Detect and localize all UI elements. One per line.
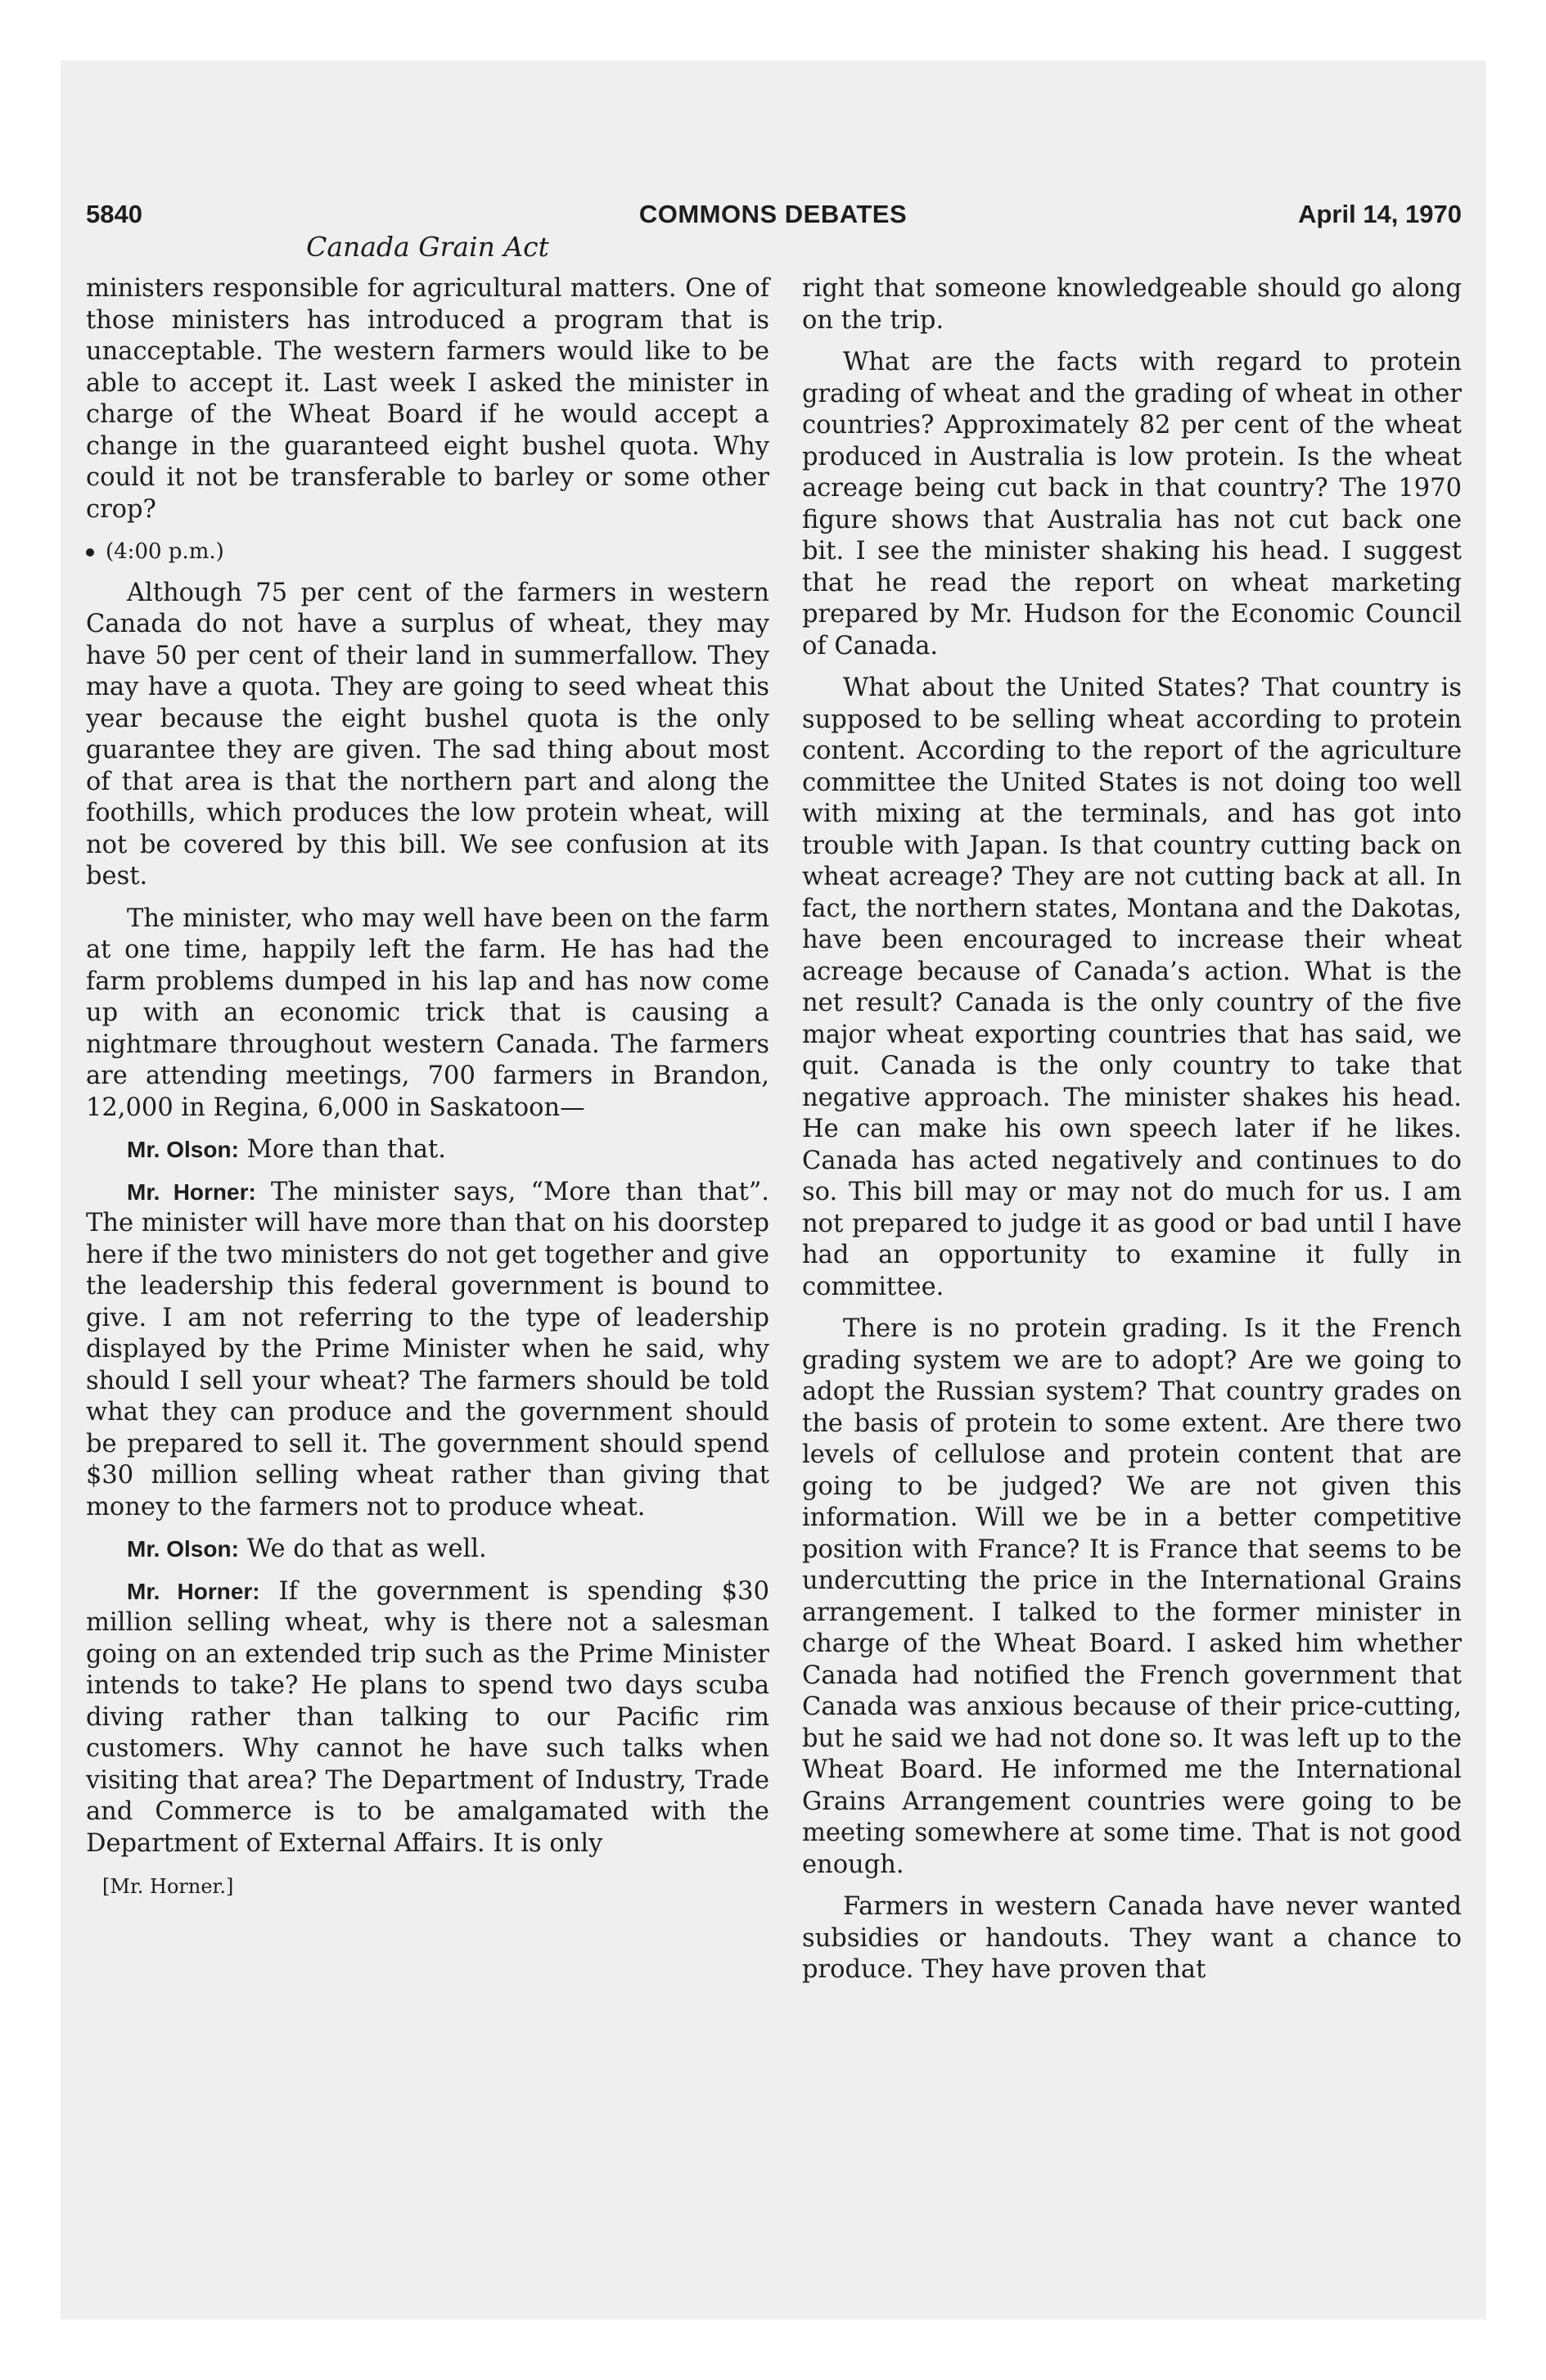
speech-paragraph [86, 1576, 769, 1860]
speech-paragraph [86, 1534, 769, 1566]
bullet-icon [86, 548, 94, 557]
speech-text: We do that as well. [238, 1535, 487, 1563]
body-paragraph: right that someone knowledgeable should go along on the trip. [802, 274, 1462, 335]
speech-text: If the government is spending $30 million selling wheat, why is there not a salesman going on an extended trip such as the Prime Minister intends to take? He plans to spend two days scuba diving rather than talking to our Pacific rim customers. Why cannot he have such talks when visiting that area? The Department of Industry, Trade and Commerce is to be amalgamated with the Department of External Affairs. It is only [86, 1576, 769, 1858]
speaker-name: Mr. Olson: [127, 1137, 239, 1162]
section-title: Canada Grain Act [306, 231, 549, 263]
speech-paragraph [86, 1134, 769, 1166]
page-number: 5840 [86, 200, 142, 228]
speaker-name: Mr. Horner: [127, 1179, 256, 1205]
body-paragraph: The minister, who may well have been on the farm at one time, happily left the farm. He has had the farm problems dumped in his lap and has now come up with an economic trick that is causing a nightmare throughout western Canada. The farmers are attending meetings, 700 farmers in Brandon, 12,000 in Regina, 6,000 in Saskatoon— [86, 904, 769, 1122]
speech-text: The minister says, “More than that”. The minister will have more than that on his doorstep here if the two ministers do not get together and give the leadership this federal government is bound to give. I am not referring to the type of leadership displayed by the Prime Minister when he said, why should I sell your wheat? The farmers should be told what they can produce and the government should be prepared to sell it. The government should spend $30 million selling wheat rather than giving that money to the farmers not to produce wheat. [86, 1177, 770, 1521]
speech-paragraph [86, 1177, 769, 1524]
speech-text: More than that. [238, 1135, 446, 1164]
body-paragraph: What about the United States? That country is supposed to be selling wheat according to protein content. According to the report of the agriculture committee the United States is not doing too well with mixing at the terminals, and has got into trouble with Japan. Is that country cutting back on wheat acreage? They are not cutting back at all. In fact, the northern states, Montana and the Dakotas, have been encouraged to increase their wheat acreage because of Canada’s action. What is the net result? Canada is the only country of the five major wheat exporting countries that has said, we quit. Canada is the only country to take that negative approach. The minister shakes his head. He can make his own speech later if he likes. Canada has acted negatively and continues to do so. This bill may or may not do much for us. I am not prepared to judge it as good or bad until I have had an opportunity to examine it fully in committee. [802, 674, 1462, 1301]
left-column [86, 273, 769, 1903]
right-column [802, 273, 1462, 1997]
speaker-name: Mr. Horner: [127, 1578, 260, 1604]
page-date: April 14, 1970 [1298, 200, 1462, 228]
body-paragraph: Farmers in western Canada have never wanted subsidies or handouts. They want a chance to produce. They have proven that [802, 1892, 1462, 1984]
time-marker [86, 536, 769, 568]
publication-title: COMMONS DEBATES [638, 200, 908, 228]
speaker-name: Mr. Olson: [127, 1536, 239, 1562]
body-paragraph: What are the facts with regard to protein grading of wheat and the grading of wheat in other countries? Approximately 82 per cent of the wheat produced in Australia is low protein. Is the wheat acreage being cut back in that country? The 1970 figure shows that Australia has not cut back one bit. I see the minister shaking his head. I suggest that he read the report on wheat marketing prepared by Mr. Hudson for the Economic Council of Canada. [802, 348, 1462, 660]
body-paragraph: ministers responsible for agricultural matters. One of those ministers has introduced a program that is unacceptable. The western farmers would like to be able to accept it. Last week I asked the minister in charge of the Wheat Board if he would accept a change in the guaranteed eight bushel quota. Why could it not be transferable to barley or some other crop? [86, 274, 769, 524]
body-paragraph: Although 75 per cent of the farmers in western Canada do not have a surplus of wheat, they may have 50 per cent of their land in summerfallow. They may have a quota. They are going to seed wheat this year because the eight bushel quota is the only guarantee they are given. The sad thing about most of that area is that the northern part and along the foothills, which produces the low protein wheat, will not be covered by this bill. We see confusion at its best. [86, 578, 769, 890]
time-text: (4:00 p.m.) [106, 539, 224, 564]
speaker-footnote: [Mr. Horner.] [102, 1875, 234, 1898]
body-paragraph: There is no protein grading. Is it the French grading system we are to adopt? Are we going to adopt the Russian system? That country grades on the basis of protein to some extent. Are there two levels of cellulose and protein content that are going to be judged? We are not given this information. Will we be in a better competitive position with France? It is France that seems to be undercutting the price in the International Grains arrangement. I talked to the former minister in charge of the Wheat Board. I asked him whether Canada had notified the French government that Canada was anxious because of their price-cutting, but he said we had not done so. It was left up to the Wheat Board. He informed me the International Grains Arrangement countries were going to be meeting somewhere at some time. That is not good enough. [802, 1314, 1462, 1879]
